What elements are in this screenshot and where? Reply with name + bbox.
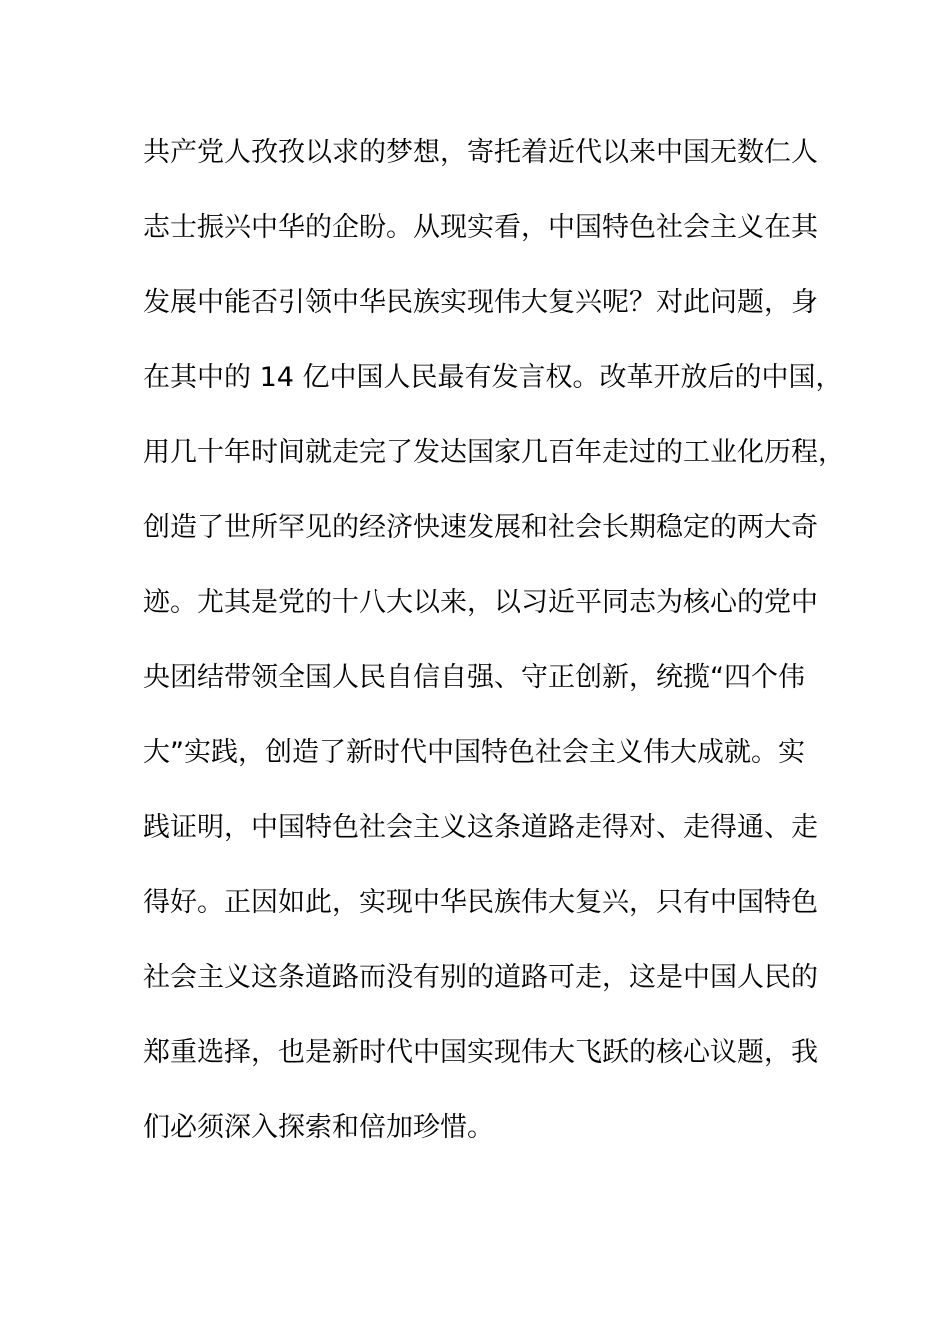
- paragraph-line: 大”实践，创造了新时代中国特色社会主义伟大成就。实: [143, 737, 805, 768]
- paragraph-line: 创造了世所罕见的经济快速发展和社会长期稳定的两大奇: [143, 512, 818, 543]
- body-paragraph: [143, 131, 845, 1181]
- paragraph-line: 用几十年时间就走完了发达国家几百年走过的工业化历程，: [143, 437, 845, 468]
- paragraph-line: 央团结带领全国人民自信自强、守正创新，统揽“四个伟: [143, 662, 805, 693]
- paragraph-line: 共产党人孜孜以求的梦想，寄托着近代以来中国无数仁人: [143, 137, 818, 168]
- paragraph-line: 得好。正因如此，实现中华民族伟大复兴，只有中国特色: [143, 887, 818, 918]
- paragraph-line: 志士振兴中华的企盼。从现实看，中国特色社会主义在其: [143, 212, 818, 243]
- paragraph-line: 在其中的 14 亿中国人民最有发言权。改革开放后的中国，: [143, 362, 843, 393]
- paragraph-line: 发展中能否引领中华民族实现伟大复兴呢？对此问题，身: [143, 287, 818, 318]
- paragraph-line: 郑重选择，也是新时代中国实现伟大飞跃的核心议题，我: [143, 1037, 818, 1068]
- paragraph-line: 们必须深入探索和倍加珍惜。: [143, 1112, 494, 1143]
- paragraph-line: 践证明，中国特色社会主义这条道路走得对、走得通、走: [143, 812, 818, 843]
- paragraph-line: 社会主义这条道路而没有别的道路可走，这是中国人民的: [143, 962, 818, 993]
- paragraph-line: 迹。尤其是党的十八大以来，以习近平同志为核心的党中: [143, 587, 818, 618]
